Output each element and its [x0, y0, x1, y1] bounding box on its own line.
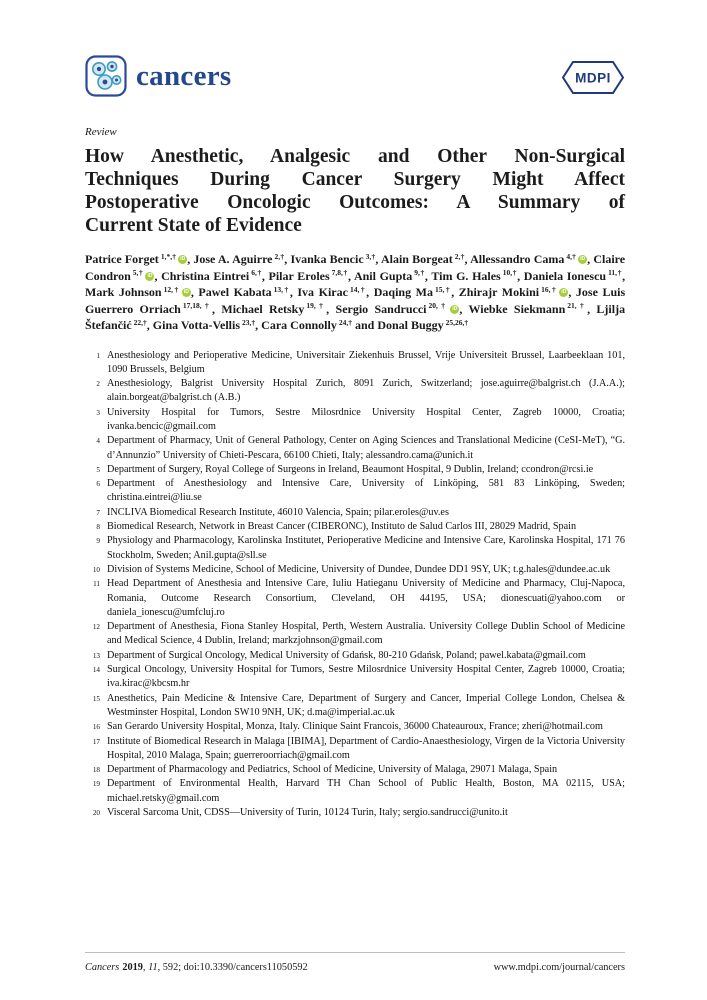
author-superscript: 10,† — [502, 268, 518, 277]
affiliation — [85, 720, 625, 734]
affiliation-number: 8 — [96, 523, 100, 532]
orcid-icon[interactable]: iD — [180, 256, 186, 262]
article-title — [85, 145, 625, 237]
affiliation-text: University Hospital for Tumors, Sestre Milosrdnice University Hospital Center, Zagreb 10000, Croatia; ivanka.bencic@gmail.com — [107, 406, 625, 432]
affiliation-text: Division of Systems Medicine, School of Medicine, University of Dundee, Dundee DD1 9SY, UK; t.g.hales@dundee.ac.uk — [107, 563, 611, 575]
affiliation — [85, 463, 625, 477]
author-name: Pawel Kabata — [198, 285, 272, 299]
author-separator: , — [375, 252, 381, 266]
author-separator: , — [261, 268, 269, 283]
orcid-icon[interactable]: iD — [147, 272, 153, 279]
author — [268, 269, 353, 283]
author-name: Daqing Ma — [373, 285, 433, 299]
author-name: and Donal Buggy — [354, 318, 444, 332]
affiliation — [85, 349, 625, 378]
affiliation-text: Visceral Sarcoma Unit, CDSS—University of Turin, 10124 Turin, Italy; sergio.sandrucci@unito.it — [107, 807, 508, 818]
orcid-icon[interactable]: iD — [580, 256, 586, 262]
footer-doi: , 592; doi:10.3390/cancers11050592 — [157, 962, 308, 973]
author-superscript: 15,† — [434, 284, 452, 294]
affiliation — [85, 620, 625, 649]
author-superscript: 2,† — [274, 251, 285, 261]
author-name: Claire Condron — [85, 252, 626, 283]
author-name: Anil Gupta — [353, 268, 413, 283]
affiliation-number: 9 — [96, 537, 100, 546]
footer — [85, 962, 625, 973]
authors-list — [85, 251, 625, 334]
affiliation-text: Department of Environmental Health, Harvard TH Chan School of Public Health, Boston, MA 02115, USA; michael.retsky@gmail.com — [107, 778, 625, 804]
author-superscript: 9,† — [414, 268, 425, 277]
author-name: Allessandro Cama — [470, 252, 565, 266]
author-superscript: 14,† — [349, 284, 367, 294]
affiliation-text: Anesthesiology and Perioperative Medicine, Universitair Ziekenhuis Brussel, Vrije Universiteit Brussel, Laarbeeklaan 101, 1090 Brussels, Belgium — [107, 349, 625, 375]
author-superscript: 17,18,† — [182, 301, 213, 310]
author — [355, 318, 468, 332]
author-superscript: 4,† — [566, 251, 577, 261]
author-separator: , — [517, 268, 524, 283]
author — [431, 269, 523, 283]
author-superscript: 1,*,† — [160, 251, 177, 261]
affiliation — [85, 663, 625, 692]
author — [290, 252, 380, 266]
affiliation-text: Anesthetics, Pain Medicine & Intensive Care, Department of Surgery and Cancer, Imperial College London, Chelsea & Westminster Hospital, London SW10 9NH, UK; d.ma@imperial.ac.uk — [107, 692, 625, 718]
author — [354, 269, 431, 283]
affiliation-number: 17 — [92, 737, 100, 746]
affiliation-text: Department of Pharmacology and Pediatrics, School of Medicine, University of Malaga, 29071 Malaga, Spain — [107, 764, 558, 776]
mdpi-logo[interactable] — [561, 60, 625, 100]
orcid-icon[interactable]: iD — [183, 289, 189, 295]
author — [381, 252, 470, 266]
author-separator: , — [424, 268, 432, 283]
author-superscript: 20,† — [428, 301, 449, 310]
footer-year: 2019 — [122, 962, 143, 973]
author — [198, 285, 297, 299]
author-superscript: 5,† — [132, 268, 144, 277]
author-name: Jose Luis Guerrero Orriach — [85, 285, 626, 316]
footer-journal-url[interactable]: www.mdpi.com/journal/cancers — [493, 962, 625, 973]
affiliation — [85, 577, 625, 620]
affiliation-number: 13 — [92, 651, 100, 660]
author-name: Iva Kirac — [297, 285, 348, 299]
author — [193, 252, 290, 266]
author — [85, 285, 198, 299]
affiliation — [85, 806, 625, 820]
affiliation-text: Department of Anesthesia, Fiona Stanley Hospital, Perth, Western Australia. University College Dublin School of Medicine and Medical Science, 4 Dublin, Ireland; markzjohnson@gmail.com — [107, 621, 625, 647]
author-superscript: 24,† — [338, 317, 352, 327]
affiliation — [85, 534, 625, 563]
affiliation-number: 18 — [92, 766, 100, 775]
author — [470, 252, 593, 266]
affiliation-text: INCLIVA Biomedical Research Institute, 46010 Valencia, Spain; pilar.eroles@uv.es — [107, 506, 449, 518]
author-name: Ljilja Štefančić — [85, 301, 626, 332]
author-superscript: 21,† — [567, 301, 588, 310]
affiliation-text: Anesthesiology, Balgrist University Hospital Zurich, 8091 Zurich, Switzerland; jose.aguirre@balgrist.ch (J.A.A.); alain.borgeat@balgrist.ch (A.B.) — [107, 378, 625, 404]
author-name: Alain Borgeat — [380, 252, 453, 266]
author-separator: , — [284, 252, 291, 266]
author-name: Wiebke Siekmann — [468, 301, 566, 316]
affiliation-text: Department of Anesthesiology and Intensive Care, University of Linköping, 581 83 Linköping, Sweden; christina.eintrei@liu.se — [107, 478, 625, 504]
author-separator: , — [451, 285, 459, 299]
author-name: Tim G. Hales — [431, 268, 501, 283]
author-separator: , — [154, 268, 162, 283]
author — [459, 285, 576, 299]
affiliation-number: 5 — [96, 465, 100, 474]
author-separator: , — [255, 318, 262, 332]
author-superscript: 3,† — [365, 251, 376, 261]
author-separator: , — [587, 252, 594, 266]
affiliation-text: Physiology and Pharmacology, Karolinska Institutet, Perioperative Medicine and Intensive Care, Karolinska Hospital, 171 76 Stockholm, Sweden; Anil.gupta@sll.se — [107, 535, 625, 561]
affiliation — [85, 777, 625, 806]
affiliation — [85, 406, 625, 435]
author — [297, 285, 373, 299]
affiliation-text: Department of Surgery, Royal College of Surgeons in Ireland, Beaumont Hospital, 9 Dublin, Ireland; ccondron@rcsi.ie — [107, 463, 594, 475]
title-line: How Anesthetic, Analgesic and Other Non-Surgical — [85, 146, 625, 167]
author-name: Cara Connolly — [261, 318, 337, 332]
author-separator: , — [459, 301, 469, 316]
author-superscript: 2,† — [454, 251, 465, 261]
author-separator: , — [326, 301, 336, 316]
author-name: Pilar Eroles — [268, 268, 330, 283]
author-separator: , — [464, 252, 471, 266]
author-name: Ivanka Bencic — [290, 252, 364, 266]
svg-text:MDPI: MDPI — [575, 70, 611, 86]
affiliation-number: 12 — [92, 623, 100, 632]
author — [161, 269, 268, 283]
affiliation-number: 10 — [92, 565, 100, 574]
affiliation-number: 2 — [96, 380, 100, 389]
author-name: Jose A. Aguirre — [193, 252, 273, 266]
journal-logo[interactable] — [85, 55, 232, 102]
affiliation-number: 7 — [96, 508, 100, 517]
footer-separator: , — [142, 962, 146, 973]
author-name: Daniela Ionescu — [523, 268, 607, 283]
author-superscript: 19,† — [306, 301, 327, 310]
author-superscript: 12,† — [163, 284, 180, 294]
footer-citation — [85, 962, 308, 973]
author-name: Michael Retsky — [221, 301, 305, 316]
footer-rule — [85, 952, 625, 953]
title-line: Postoperative Oncologic Outcomes: A Summary of — [85, 192, 625, 213]
affiliation-number: 3 — [96, 408, 100, 417]
affiliation-text: San Gerardo University Hospital, Monza, Italy. Clinique Saint Francois, 36000 Chateauroux, France; zheri@hotmail.com — [107, 721, 603, 733]
affiliation — [85, 563, 625, 577]
footer-journal-name: Cancers — [85, 962, 120, 973]
affiliation — [85, 735, 625, 764]
author-separator: , — [347, 268, 354, 283]
author-name: Sergio Sandrucci — [335, 301, 427, 316]
affiliation-number: 19 — [92, 780, 100, 789]
author-name: Patrice Forget — [85, 252, 159, 266]
affiliation — [85, 434, 625, 463]
author-separator: , — [622, 268, 626, 283]
author-superscript: 22,† — [133, 317, 147, 327]
title-line: Techniques During Cancer Surgery Might Affect — [85, 169, 625, 190]
footer-volume: 11 — [148, 962, 158, 973]
author-separator: , — [212, 301, 222, 316]
author — [374, 285, 459, 299]
affiliation — [85, 520, 625, 534]
affiliation-number: 4 — [96, 437, 100, 446]
affiliation-number: 16 — [92, 723, 100, 732]
author-separator: , — [187, 252, 194, 266]
author — [153, 318, 261, 332]
author — [524, 269, 625, 283]
affiliation — [85, 649, 625, 663]
author — [261, 318, 355, 332]
author-superscript: 13,† — [273, 284, 290, 294]
author-separator: , — [568, 285, 576, 299]
author-separator: , — [587, 301, 597, 316]
author-name: Christina Eintrei — [161, 268, 250, 283]
affiliation-number: 15 — [92, 694, 100, 703]
author-name: Zhirajr Mokini — [458, 285, 540, 299]
author — [336, 302, 469, 316]
affiliation — [85, 692, 625, 721]
author-separator: , — [366, 285, 374, 299]
author-superscript: 16,† — [541, 284, 558, 294]
affiliation-text: Institute of Biomedical Research in Malaga [IBIMA], Department of Cardio-Anaesthesiology, Virgen de la Victoria University Hospital, 2010 Malaga, Spain; guerreroorriach@gmail.com — [107, 735, 625, 761]
author-name: Mark Johnson — [85, 285, 162, 299]
affiliation-text: Head Department of Anesthesia and Intensive Care, Iuliu Hatieganu University of Medicine and Pharmacy, Cluj-Napoca, Romania, Outcome Research Consortium, Cleveland, OH 44195, USA; dionescuati@yahoo.com or daniela_ionescu@umfcluj.ro — [107, 578, 625, 618]
affiliations-list — [85, 349, 625, 821]
author-separator: , — [146, 318, 153, 332]
header — [85, 55, 625, 103]
affiliation-text: Department of Pharmacy, Unit of General Pathology, Center on Aging Sciences and Translational Medicine (CeSI-MeT), “G. d’Annunzio” University of Chieti-Pescara, 66100 Chieti, Italy; alessandro.cama@unich.it — [107, 435, 625, 461]
affiliation-text: Biomedical Research, Network in Breast Cancer (CIBERONC), Instituto de Salud Carlos III, 28029 Madrid, Spain — [107, 521, 577, 533]
author — [221, 302, 335, 316]
affiliation-text: Surgical Oncology, University Hospital for Tumors, Sestre Milosrdnice University Hospital Center, Zagreb 10000, Croatia; iva.kirac@kbcsm.hr — [107, 664, 625, 690]
affiliation — [85, 477, 625, 506]
author — [468, 302, 596, 316]
affiliation — [85, 377, 625, 406]
affiliation — [85, 763, 625, 777]
author-superscript: 23,† — [242, 317, 256, 327]
title-line: Current State of Evidence — [85, 215, 302, 236]
affiliation-number: 6 — [96, 480, 100, 489]
author-superscript: 11,† — [608, 268, 623, 277]
orcid-icon[interactable]: iD — [561, 289, 567, 295]
article-type-label: Review — [85, 126, 117, 138]
author-superscript: 25,26,† — [445, 317, 469, 327]
affiliation-text: Department of Surgical Oncology, Medical University of Gdańsk, 80-210 Gdańsk, Poland; pawel.kabata@gmail.com — [107, 649, 586, 661]
author-superscript: 7,8,† — [331, 268, 348, 277]
journal-wordmark: cancers — [136, 60, 232, 92]
author-name: Gina Votta-Vellis — [152, 318, 241, 332]
cancers-cells-icon — [85, 55, 127, 102]
author-superscript: 6,† — [251, 268, 262, 277]
author — [85, 252, 193, 266]
affiliation-number: 14 — [92, 666, 100, 675]
affiliation-number: 1 — [96, 351, 100, 360]
affiliation-number: 20 — [92, 809, 100, 817]
author-separator: , — [190, 285, 199, 299]
author-separator: , — [289, 285, 298, 299]
affiliation-number: 11 — [93, 580, 100, 589]
orcid-icon[interactable]: iD — [452, 305, 458, 312]
affiliation — [85, 506, 625, 520]
